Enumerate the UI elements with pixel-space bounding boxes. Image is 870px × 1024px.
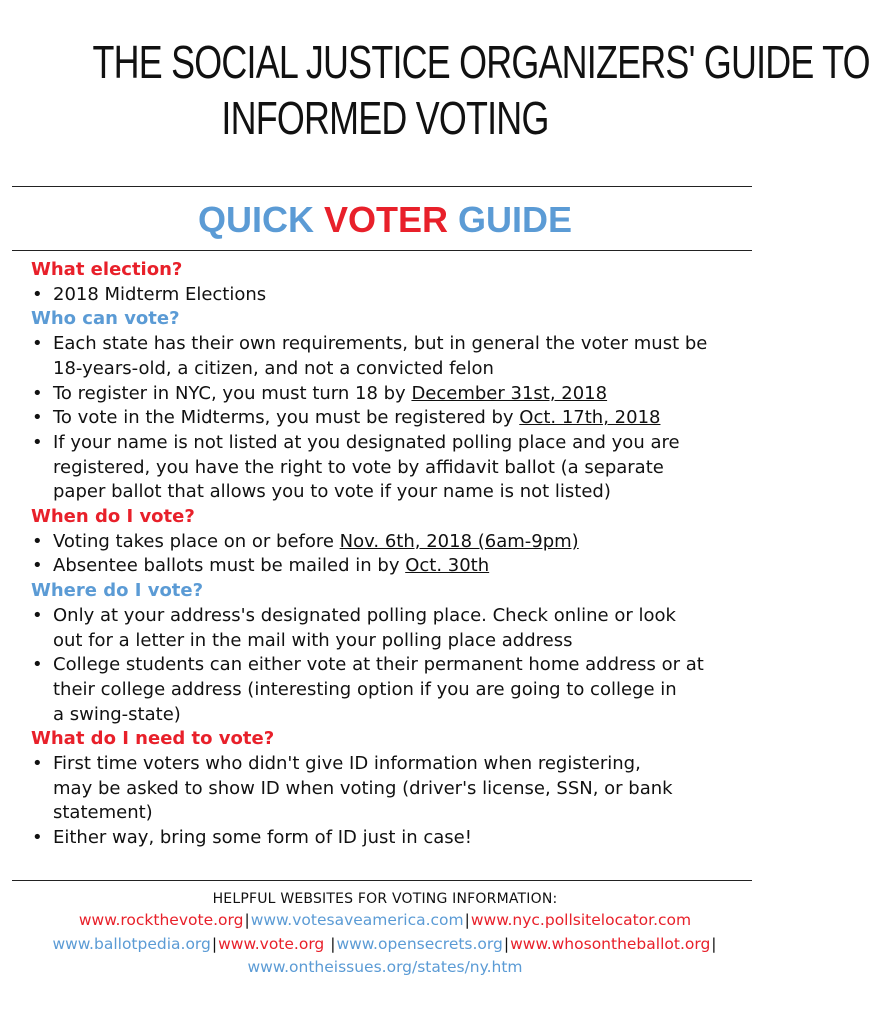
link-opensecrets[interactable]: www.opensecrets.org xyxy=(336,934,503,953)
bullet-item xyxy=(31,382,751,407)
heading-word-quick: QUICK xyxy=(197,199,314,240)
voter-guide-body xyxy=(31,258,751,851)
link-separator: | xyxy=(244,911,250,929)
bullet-line: • If your name is not listed at you designated polling place and you are xyxy=(53,431,680,453)
heading-word-guide: GUIDE xyxy=(458,199,573,240)
link-separator: | xyxy=(503,934,510,953)
section-heading-what-do-i-need: What do I need to vote? xyxy=(31,728,275,750)
bullet-text: To vote in the Midterms, you must be registered by xyxy=(53,407,520,429)
link-whosontheballot[interactable]: www.whosontheballot.org xyxy=(510,934,711,953)
bullet-line: their college address (interesting option if you are going to college in xyxy=(53,678,677,700)
page-title-line-1: THE SOCIAL JUSTICE ORGANIZERS' GUIDE TO xyxy=(92,36,870,88)
links-row-3 xyxy=(0,956,770,980)
helpful-websites xyxy=(0,889,770,980)
link-separator: | xyxy=(330,934,336,953)
bullet-item xyxy=(31,332,751,381)
date-election-day: Nov. 6th, 2018 (6am-9pm) xyxy=(339,530,579,552)
bullet-line: 18-years-old, a citizen, and not a convicted felon xyxy=(53,357,494,379)
date-absentee-deadline: Oct. 30th xyxy=(405,555,490,577)
date-registration-deadline: Oct. 17th, 2018 xyxy=(519,407,661,429)
bullet-item xyxy=(31,554,751,579)
section-heading-who-can-vote: Who can vote? xyxy=(31,308,180,330)
bullet-item xyxy=(31,406,751,431)
links-row-1 xyxy=(0,909,770,933)
link-pollsitelocator[interactable]: www.nyc.pollsitelocator.com xyxy=(470,911,692,929)
bullet-item xyxy=(31,431,751,505)
bullet-item xyxy=(31,604,751,653)
section-heading-where-do-i-vote: Where do I vote? xyxy=(31,580,204,602)
page-title xyxy=(92,34,870,146)
helpful-websites-heading: HELPFUL WEBSITES FOR VOTING INFORMATION: xyxy=(212,891,558,907)
divider-middle xyxy=(12,250,752,251)
link-vote-org[interactable]: www.vote.org xyxy=(218,934,330,953)
bullet-text: Absentee ballots must be mailed in by xyxy=(53,555,406,577)
bullet-line: registered, you have the right to vote by affidavit ballot (a separate xyxy=(53,456,664,478)
link-ballotpedia[interactable]: www.ballotpedia.org xyxy=(52,934,211,953)
section-heading-what-election: What election? xyxy=(31,259,183,280)
bullet-line: • Only at your address's designated polling place. Check online or look xyxy=(53,604,676,626)
quick-voter-guide-heading xyxy=(0,200,770,240)
bullet-line: a swing-state) xyxy=(53,703,181,725)
heading-word-voter: VOTER xyxy=(323,199,448,240)
page-title-line-2: INFORMED VOTING xyxy=(221,92,549,144)
bullet-line: statement) xyxy=(53,802,153,824)
divider-bottom xyxy=(12,880,752,881)
link-ontheissues[interactable]: www.ontheissues.org/states/ny.htm xyxy=(247,958,523,976)
bullet-line: • Each state has their own requirements, but in general the voter must be xyxy=(53,333,708,355)
bullet-item xyxy=(31,530,751,555)
section-heading-when-do-i-vote: When do I vote? xyxy=(31,506,195,528)
bullet-line: may be asked to show ID when voting (driver's license, SSN, or bank xyxy=(53,777,673,799)
link-separator: | xyxy=(711,934,717,953)
link-separator: | xyxy=(211,934,218,953)
bullet-text: Voting takes place on or before xyxy=(53,530,340,552)
link-rockthevote[interactable]: www.rockthevote.org xyxy=(78,911,244,929)
bullet-item xyxy=(31,653,751,727)
date-register-by-18: December 31st, 2018 xyxy=(411,382,608,404)
bullet-line: • College students can either vote at their permanent home address or at xyxy=(53,654,704,676)
bullet-line: paper ballot that allows you to vote if your name is not listed) xyxy=(53,481,611,503)
divider-top xyxy=(12,186,752,187)
bullet-item: • 2018 Midterm Elections xyxy=(31,283,751,308)
link-separator: | xyxy=(464,911,470,929)
links-row-2 xyxy=(0,933,770,957)
bullet-line: out for a letter in the mail with your polling place address xyxy=(53,629,573,651)
bullet-line: • First time voters who didn't give ID information when registering, xyxy=(53,753,641,775)
bullet-text: To register in NYC, you must turn 18 by xyxy=(53,382,412,404)
bullet-item xyxy=(31,752,751,826)
bullet-item: • Either way, bring some form of ID just in case! xyxy=(31,826,751,851)
link-votesaveamerica[interactable]: www.votesaveamerica.com xyxy=(250,911,464,929)
